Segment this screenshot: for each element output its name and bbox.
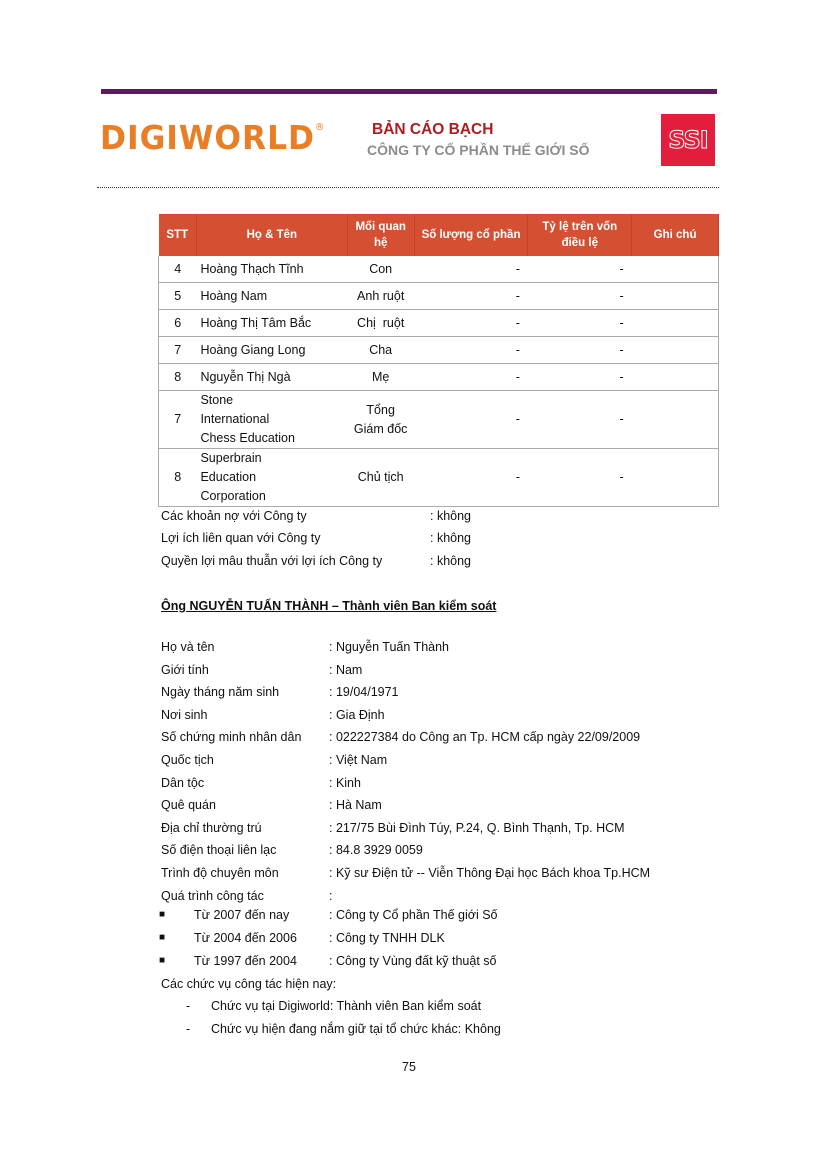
name-text: Stone International — [200, 393, 270, 426]
col-header-note: Ghi chú — [632, 214, 719, 256]
cell-name-line2: Chess Education — [200, 431, 295, 445]
cell-name: Hoàng Thạch Tĩnh — [196, 256, 347, 283]
table-row — [159, 337, 719, 364]
cell-name — [196, 391, 347, 449]
cell-stt: 5 — [159, 283, 197, 310]
cell-note — [632, 283, 719, 310]
cell-stt: 7 — [159, 391, 197, 449]
info-label: Nơi sinh — [161, 707, 208, 722]
cell-shares: - — [414, 449, 528, 507]
info-label: Quá trình công tác — [161, 888, 264, 903]
info-value: : 84.8 3929 0059 — [329, 843, 423, 858]
cell-shares: - — [414, 364, 528, 391]
career-company: : Công ty TNHH DLK — [329, 931, 445, 945]
table-row — [159, 256, 719, 283]
cell-shares: - — [414, 283, 528, 310]
career-period: Từ 1997 đến 2004 — [194, 954, 297, 968]
info-value: : Kỹ sư Điện tử -- Viễn Thông Đại học Bách khoa Tp.HCM — [329, 866, 651, 880]
cell-name-line2: Corporation — [200, 489, 266, 503]
position-text: Chức vụ hiện đang nắm giữ tại tổ chức khác: Không — [211, 1022, 501, 1036]
cell-relation: Cha — [347, 337, 414, 364]
cell-ratio: - — [528, 337, 632, 364]
cell-relation: Chủ tịch — [347, 449, 414, 507]
header-bar — [101, 89, 717, 94]
cell-relation: Anh ruột — [347, 283, 414, 310]
cell-name-line1: Superbrain Education — [200, 451, 262, 484]
bullet-icon: ■ — [159, 955, 166, 966]
career-company: : Công ty Cổ phần Thế giới Số — [329, 908, 498, 922]
position-text: Chức vụ tại Digiworld: Thành viên Ban kiểm soát — [211, 999, 482, 1013]
cell-ratio: - — [528, 364, 632, 391]
info-label: Ngày tháng năm sinh — [161, 685, 280, 700]
cell-name: Hoàng Giang Long — [196, 337, 347, 364]
cell-ratio: - — [528, 310, 632, 337]
cell-note — [632, 256, 719, 283]
bullet-icon: ■ — [159, 932, 166, 943]
summary-label: Các khoản nợ với Công ty — [161, 509, 307, 523]
cell-name: Hoàng Thị Tâm Bắc — [196, 310, 347, 337]
table-header-row — [159, 214, 719, 256]
info-label: Quê quán — [161, 798, 216, 813]
dash-icon: - — [186, 999, 191, 1013]
info-value: : Nguyễn Tuấn Thành — [329, 640, 449, 654]
page-number: 75 — [402, 1060, 416, 1074]
table-row — [159, 283, 719, 310]
cell-stt: 7 — [159, 337, 197, 364]
cell-stt: 8 — [159, 449, 197, 507]
info-value: : Gia Định — [329, 707, 385, 722]
info-value: : 217/75 Bùi Đình Túy, P.24, Q. Bình Thạnh, Tp. HCM — [329, 820, 625, 835]
info-value: : Việt Nam — [329, 753, 388, 767]
col-header-stt: STT — [159, 214, 197, 256]
header-divider — [97, 187, 719, 188]
cell-name-line1 — [200, 391, 343, 429]
info-label: Địa chỉ thường trú — [161, 820, 262, 835]
cell-note — [632, 449, 719, 507]
info-value: : 19/04/1971 — [329, 685, 399, 700]
related-persons-table — [158, 214, 719, 507]
cell-relation: Mẹ — [347, 364, 414, 391]
table-row — [159, 364, 719, 391]
info-label: Họ và tên — [161, 640, 215, 654]
company-name: CÔNG TY CỔ PHẦN THẾ GIỚI SỐ — [367, 142, 590, 158]
bullet-icon: ■ — [159, 909, 166, 920]
cell-name: Hoàng Nam — [196, 283, 347, 310]
info-value: : Kinh — [329, 775, 361, 790]
table-row — [159, 449, 719, 507]
cell-ratio: - — [528, 283, 632, 310]
info-label: Giới tính — [161, 662, 209, 677]
cell-name: Nguyễn Thị Ngà — [196, 364, 347, 391]
cell-relation: Chị ruột — [347, 310, 414, 337]
cell-note — [632, 310, 719, 337]
col-header-relation: Mối quan hệ — [347, 214, 414, 256]
info-value: : — [329, 888, 333, 903]
digiworld-logo: DIGIWORLD® — [100, 118, 326, 157]
cell-relation — [347, 391, 414, 449]
dash-icon: - — [186, 1022, 191, 1036]
summary-label: Lợi ích liên quan với Công ty — [161, 531, 321, 545]
info-label: Quốc tịch — [161, 753, 214, 767]
summary-label: Quyền lợi mâu thuẫn với lợi ích Công ty — [161, 554, 383, 568]
cell-name — [196, 449, 347, 507]
info-value: : Hà Nam — [329, 798, 382, 813]
cell-shares: - — [414, 256, 528, 283]
summary-value: : không — [430, 509, 472, 523]
table-row — [159, 310, 719, 337]
summary-value: : không — [430, 554, 472, 568]
cell-stt: 4 — [159, 256, 197, 283]
cell-stt: 6 — [159, 310, 197, 337]
summary-value: : không — [430, 531, 472, 545]
cell-shares: - — [414, 337, 528, 364]
info-value: : Nam — [329, 662, 363, 677]
info-label: Dân tộc — [161, 775, 205, 790]
section-title: Ông NGUYỄN TUẤN THÀNH – Thành viên Ban kiểm soát — [161, 599, 497, 613]
info-label: Trình độ chuyên môn — [161, 866, 279, 880]
col-header-shares: Số lượng cổ phần — [414, 214, 528, 256]
cell-shares: - — [414, 310, 528, 337]
cell-relation-line1: Tổng — [366, 402, 395, 417]
cell-ratio: - — [528, 391, 632, 449]
info-label: Số điện thoại liên lạc — [161, 843, 277, 858]
career-company: : Công ty Vùng đất kỹ thuật số — [329, 954, 497, 968]
col-header-ratio: Tỷ lệ trên vốn điều lệ — [528, 214, 632, 256]
career-period: Từ 2004 đến 2006 — [194, 931, 297, 945]
col-header-name: Họ & Tên — [196, 214, 347, 256]
cell-shares: - — [414, 391, 528, 449]
table-row — [159, 391, 719, 449]
ssi-logo: SSI — [661, 114, 715, 166]
cell-ratio: - — [528, 449, 632, 507]
document-title: BẢN CÁO BẠCH — [372, 121, 494, 138]
career-period: Từ 2007 đến nay — [194, 908, 290, 922]
cell-note — [632, 364, 719, 391]
cell-stt: 8 — [159, 364, 197, 391]
cell-relation-line2: Giám đốc — [353, 421, 408, 436]
cell-relation: Con — [347, 256, 414, 283]
cell-note — [632, 337, 719, 364]
positions-label-text: Các chức vụ công tác hiện nay: — [161, 977, 337, 991]
cell-ratio: - — [528, 256, 632, 283]
cell-note — [632, 391, 719, 449]
info-value: : 022227384 do Công an Tp. HCM cấp ngày 22/09/2009 — [329, 730, 641, 745]
info-label: Số chứng minh nhân dân — [161, 730, 302, 745]
